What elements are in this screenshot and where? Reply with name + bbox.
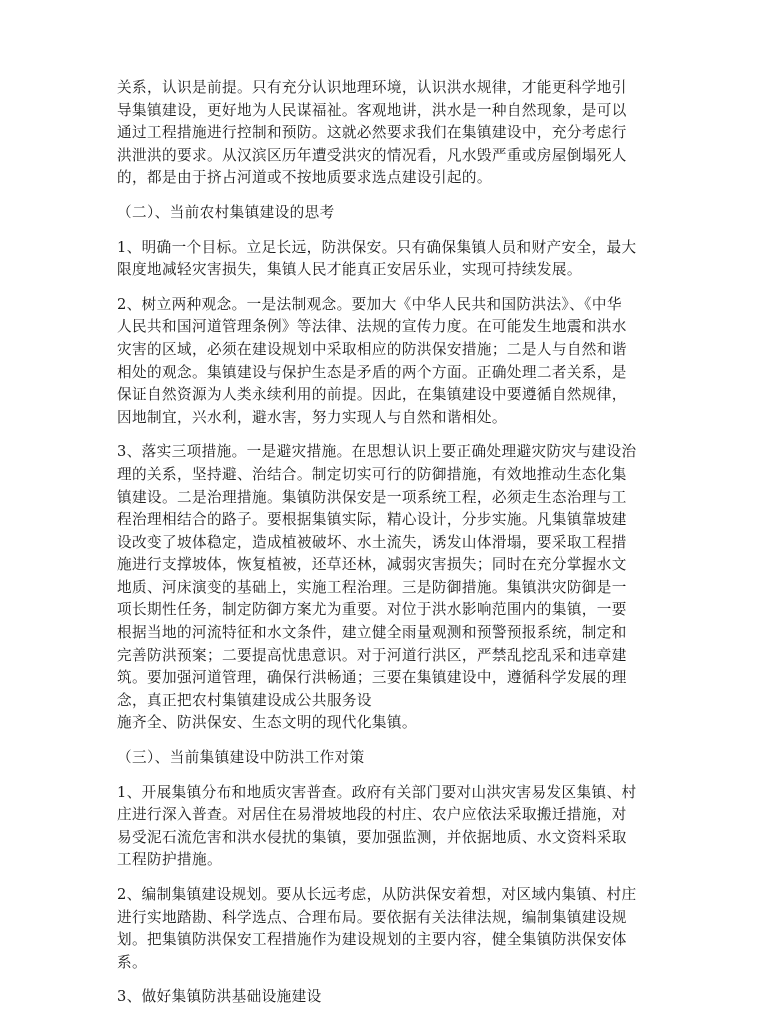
paragraph-3-3	[117, 986, 662, 1009]
text-line: 2、树立两种观念。一是法制观念。要加大《中华人民共和国防洪法》、《中华	[117, 295, 622, 313]
text-line: 3、做好集镇防洪基础设施建设	[117, 988, 322, 1006]
text-line: 镇建设。二是治理措施。集镇防洪保安是一项系统工程，必须走生态治理与工	[117, 488, 627, 506]
text-line: 庄进行深入普查。对居住在易滑坡地段的村庄、农户应依法采取搬迁措施，对	[117, 806, 627, 824]
text-line: 理的关系，坚持避、治结合。制定切实可行的防御措施，有效地推动生态化集	[117, 465, 627, 483]
text-line: 通过工程措施进行控制和预防。这就必然要求我们在集镇建设中，充分考虑行	[117, 124, 627, 142]
text-line: 程治理相结合的路子。要根据集镇实际，精心设计，分步实施。凡集镇靠坡建	[117, 511, 627, 529]
text-line: 筑。要加强河道管理，确保行洪畅通；三要在集镇建设中，遵循科学发展的理	[117, 669, 627, 687]
text-line: 念，真正把农村集镇建设成公共服务设	[117, 691, 372, 709]
paragraph-2-2	[117, 294, 662, 430]
text-line: 保证自然资源为人类永续利用的前提。因此，在集镇建设中要遵循自然规律，	[117, 386, 627, 404]
text-line: 因地制宜，兴水利，避水害，努力实现人与自然和谐相处。	[117, 408, 507, 426]
text-line: 1、明确一个目标。立足长远，防洪保安。只有确保集镇人员和财产安全，最大	[117, 238, 637, 256]
text-line: 2、编制集镇建设规划。要从长远考虑，从防洪保安着想，对区域内集镇、村庄	[117, 886, 637, 903]
heading-text: （三）、当前集镇建设中防洪工作对策	[117, 749, 365, 767]
section-heading-3	[117, 747, 662, 770]
text-line: 关系，认识是前提。只有充分认识地理环境，认识洪水规律，才能更科学地引	[117, 79, 627, 96]
text-line: 人民共和国河道管理条例》等法律、法规的宣传力度。在可能发生地震和洪水	[117, 318, 627, 336]
paragraph-3-2	[117, 884, 662, 974]
text-line: 进行实地踏勘、科学选点、合理布局。要依据有关法律法规，编制集镇建设规	[117, 908, 627, 926]
text-line: 工程防护措施。	[117, 851, 222, 869]
text-line: 1、开展集镇分布和地质灾害普查。政府有关部门要对山洪灾害易发区集镇、村	[117, 783, 637, 801]
text-line: 施进行支撑坡体，恢复植被，还草还林，减弱灾害损失；同时在充分掌握水文	[117, 556, 627, 574]
document-body	[117, 77, 662, 1009]
section-heading-2	[117, 202, 662, 225]
text-line: 划。把集镇防洪保安工程措施作为建设规划的主要内容，健全集镇防洪保安体	[117, 931, 627, 949]
text-line: 项长期性任务，制定防御方案尤为重要。对位于洪水影响范围内的集镇，一要	[117, 601, 627, 619]
heading-text: （二）、当前农村集镇建设的思考	[117, 203, 335, 221]
paragraph-3-1	[117, 782, 662, 872]
paragraph-2-3	[117, 441, 662, 735]
paragraph-intro-continued	[117, 77, 662, 190]
text-line: 相处的观念。集镇建设与保护生态是矛盾的两个方面。正确处理二者关系，是	[117, 363, 627, 381]
text-line: 易受泥石流危害和洪水侵扰的集镇，要加强监测，并依据地质、水文资料采取	[117, 828, 627, 846]
text-line: 限度地减轻灾害损失，集镇人民才能真正安居乐业，实现可持续发展。	[117, 261, 582, 279]
text-line: 地质、河床演变的基础上，实施工程治理。三是防御措施。集镇洪灾防御是一	[117, 578, 627, 596]
text-line: 设改变了坡体稳定，造成植被破坏、水土流失，诱发山体滑塌，要采取工程措	[117, 533, 627, 551]
text-line: 洪泄洪的要求。从汉滨区历年遭受洪灾的情况看，凡水毁严重或房屋倒塌死人	[117, 146, 627, 164]
text-line: 系。	[117, 953, 147, 971]
text-line: 完善防洪预案；二要提高忧患意识。对于河道行洪区，严禁乱挖乱采和违章建	[117, 646, 627, 664]
text-line: 的，都是由于挤占河道或不按地质要求选点建设引起的。	[117, 169, 492, 187]
text-line: 灾害的区域，必须在建设规划中采取相应的防洪保安措施；二是人与自然和谐	[117, 340, 627, 358]
text-line: 根据当地的河流特征和水文条件，建立健全雨量观测和预警预报系统，制定和	[117, 624, 627, 642]
text-line: 施齐全、防洪保安、生态文明的现代化集镇。	[117, 714, 417, 732]
text-line: 导集镇建设，更好地为人民谋福祉。客观地讲，洪水是一种自然现象，是可以	[117, 101, 627, 119]
paragraph-2-1	[117, 237, 662, 282]
text-line: 3、落实三项措施。一是避灾措施。在思想认识上要正确处理避灾防灾与建设治	[117, 443, 637, 461]
